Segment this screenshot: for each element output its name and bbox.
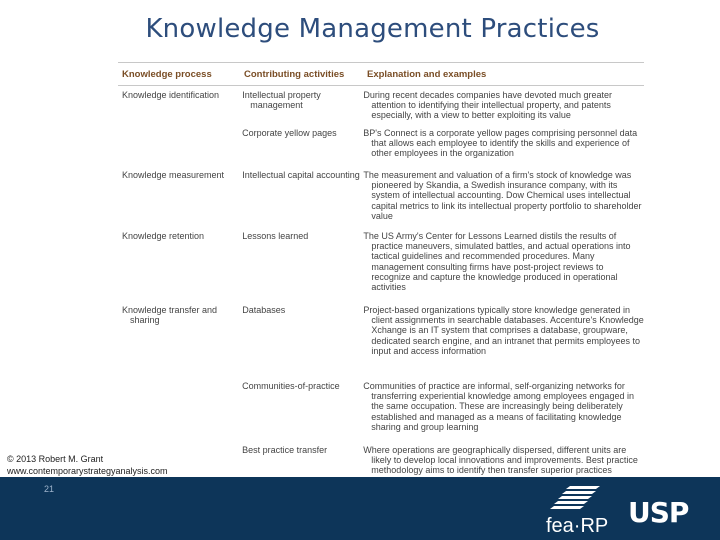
practices-table bbox=[118, 62, 644, 494]
cell-explanation: During recent decades companies have devoted much greater attention to identifying their intellectual property, and patents especially, with a view to better exploiting its value bbox=[363, 90, 613, 121]
cell-process bbox=[118, 128, 242, 166]
cell-activity: Intellectual capital accounting bbox=[242, 170, 360, 180]
fea-waves-icon bbox=[550, 486, 600, 509]
copyright-notice bbox=[7, 453, 168, 477]
cell-activity: Intellectual property management bbox=[242, 90, 321, 111]
fea-rp-logo bbox=[540, 482, 612, 538]
cell-explanation: Communities of practice are informal, self-organizing networks for transferring experiential knowledge among employees engaged in the same occupation. These are increasingly being deliberately established and managed as a means of facilitating knowledge sharing and group learning bbox=[363, 381, 634, 432]
usp-text: USP bbox=[628, 496, 689, 526]
page-title: Knowledge Management Practices bbox=[145, 14, 600, 44]
table-header bbox=[118, 63, 644, 86]
cell-process: Knowledge measurement bbox=[122, 170, 225, 180]
table-row bbox=[118, 227, 644, 301]
cell-explanation: The measurement and valuation of a firm's stock of knowledge was pioneered by Skandia, a Swedish insurance company, with its system of intellectual accounting. Dow Chemical uses intellectual capital metrics to link its intellectual property portfolio to shareholder value bbox=[363, 170, 642, 221]
cell-activity: Lessons learned bbox=[242, 231, 309, 241]
cell-process: Knowledge identification bbox=[122, 90, 220, 100]
fea-rp-text: fea·RP bbox=[546, 515, 609, 537]
header-explanation: Explanation and examples bbox=[367, 68, 487, 80]
footer-bar bbox=[0, 477, 720, 540]
table-row bbox=[118, 301, 644, 377]
cell-activity: Best practice transfer bbox=[242, 445, 328, 455]
cell-process bbox=[118, 381, 242, 441]
usp-logo bbox=[626, 496, 698, 526]
cell-explanation: BP's Connect is a corporate yellow pages comprising personnel data that allows each employee to identify the skills and experience of other employees in the organization bbox=[363, 128, 638, 159]
cell-activity: Databases bbox=[242, 305, 286, 315]
cell-process: Knowledge transfer and sharing bbox=[122, 305, 218, 326]
page-number: 21 bbox=[44, 484, 55, 494]
cell-activity: Communities-of-practice bbox=[242, 381, 340, 391]
website-link[interactable]: www.contemporarystrategyanalysis.com bbox=[7, 466, 168, 476]
header-activities: Contributing activities bbox=[244, 68, 345, 80]
cell-process: Knowledge retention bbox=[122, 231, 205, 241]
table-row bbox=[118, 124, 644, 166]
table-row bbox=[118, 377, 644, 441]
cell-explanation: The US Army's Center for Lessons Learned distils the results of practice maneuvers, simulated battles, and actual operations into tactical guidelines and recommended procedures. Many management consulting firms have post-project reviews to recognize and capture the knowledge produced in operational activities bbox=[363, 231, 631, 293]
cell-activity: Corporate yellow pages bbox=[242, 128, 337, 138]
table-row bbox=[118, 166, 644, 227]
copyright-line: © 2013 Robert M. Grant bbox=[7, 454, 104, 464]
cell-explanation: Where operations are geographically dispersed, different units are likely to develop local innovations and improvements. Best practice methodology aims to identify then transfer superior practices bbox=[363, 445, 638, 476]
cell-explanation: Project-based organizations typically store knowledge generated in client assignments in searchable databases. Accenture's Knowledge Xchange is an IT system that comprises a database, groupware, dedicated search engine, and an intranet that permits employees to input and access information bbox=[363, 305, 644, 356]
table-row bbox=[118, 86, 644, 124]
header-process: Knowledge process bbox=[122, 68, 212, 80]
